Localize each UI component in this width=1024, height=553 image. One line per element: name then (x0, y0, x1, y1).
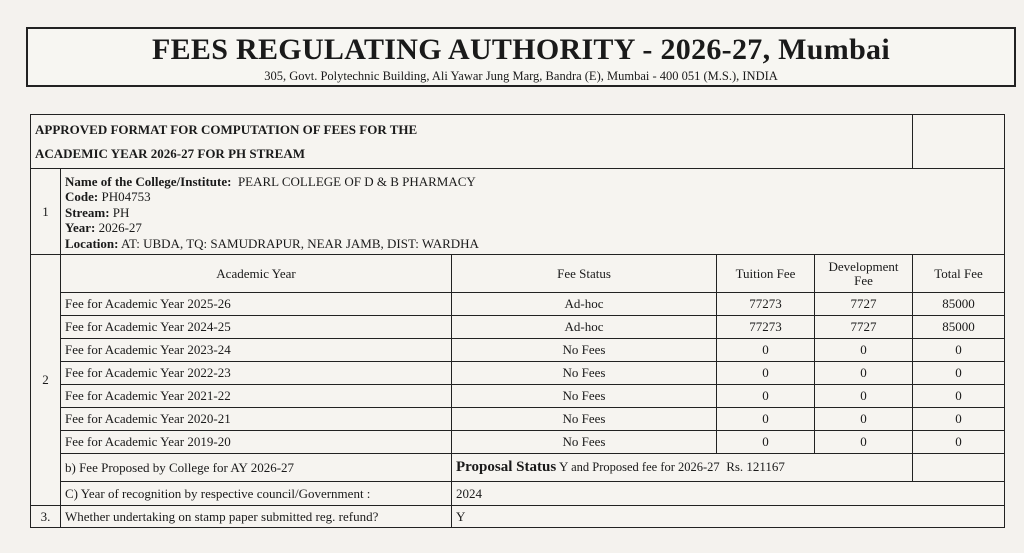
format-title-blank (913, 115, 1005, 169)
row-tuition: 0 (717, 362, 815, 385)
row-total: 0 (913, 408, 1005, 431)
code-label: Code: (65, 189, 99, 205)
row-status: Ad-hoc (452, 316, 717, 339)
row-year: Fee for Academic Year 2025-26 (61, 293, 452, 316)
proposed-fee-blank (913, 454, 1005, 482)
authority-title: FEES REGULATING AUTHORITY - 2026-27, Mumbai (152, 33, 890, 66)
table-row (31, 431, 1005, 454)
row-total: 85000 (913, 316, 1005, 339)
college-name: PEARL COLLEGE OF D & B PHARMACY (237, 173, 476, 189)
recognition-value: 2024 (452, 482, 1005, 506)
row-status: No Fees (452, 408, 717, 431)
row-year: Fee for Academic Year 2021-22 (61, 385, 452, 408)
row-year: Fee for Academic Year 2022-23 (61, 362, 452, 385)
row-tuition: 0 (717, 385, 815, 408)
table-row (31, 293, 1005, 316)
location-label: Location: (65, 235, 119, 251)
row-development: 0 (815, 339, 913, 362)
fee-computation-table (30, 114, 1005, 528)
row-total: 0 (913, 362, 1005, 385)
row-year: Fee for Academic Year 2024-25 (61, 316, 452, 339)
section3-index: 3. (31, 506, 61, 528)
row-development: 0 (815, 408, 913, 431)
college-code: PH04753 (101, 189, 151, 205)
year-value: 2026-27 (98, 220, 142, 236)
table-row (31, 316, 1005, 339)
row-development: 7727 (815, 316, 913, 339)
table-row (31, 385, 1005, 408)
row-year: Fee for Academic Year 2020-21 (61, 408, 452, 431)
row-status: No Fees (452, 362, 717, 385)
undertaking-label: Whether undertaking on stamp paper submitted reg. refund? (61, 506, 452, 528)
format-title-line2: ACADEMIC YEAR 2026-27 FOR PH STREAM (35, 145, 305, 161)
row-total: 0 (913, 339, 1005, 362)
location-value: AT: UBDA, TQ: SAMUDRAPUR, NEAR JAMB, DIST: WARDHA (121, 235, 479, 251)
row-status: No Fees (452, 339, 717, 362)
row-total: 0 (913, 431, 1005, 454)
proposed-fee-text: and Proposed fee for 2026-27 (571, 460, 720, 474)
proposal-status-cell (452, 454, 913, 482)
row-year: Fee for Academic Year 2023-24 (61, 339, 452, 362)
row-total: 85000 (913, 293, 1005, 316)
proposed-fee-amount: Rs. 121167 (726, 459, 785, 474)
col-fee-status: Fee Status (452, 255, 717, 293)
row-tuition: 0 (717, 431, 815, 454)
stream-label: Stream: (65, 204, 110, 220)
row-tuition: 0 (717, 339, 815, 362)
proposed-fee-label: b) Fee Proposed by College for AY 2026-27 (61, 454, 452, 482)
row-development: 7727 (815, 293, 913, 316)
year-label: Year: (65, 220, 96, 236)
row-tuition: 77273 (717, 316, 815, 339)
col-academic-year: Academic Year (61, 255, 452, 293)
authority-address: 305, Govt. Polytechnic Building, Ali Yawar Jung Marg, Bandra (E), Mumbai - 400 051 (M.S.), INDIA (264, 69, 778, 83)
table-row (31, 339, 1005, 362)
col-development-fee: Development Fee (815, 255, 913, 293)
recognition-label: C) Year of recognition by respective council/Government : (61, 482, 452, 506)
college-info (61, 169, 1005, 255)
row-development: 0 (815, 431, 913, 454)
proposal-status-value: Y (558, 459, 568, 474)
stream-value: PH (112, 204, 130, 220)
row-status: Ad-hoc (452, 293, 717, 316)
row-tuition: 0 (717, 408, 815, 431)
row-status: No Fees (452, 385, 717, 408)
table-row (31, 362, 1005, 385)
table-row (31, 408, 1005, 431)
row-development: 0 (815, 385, 913, 408)
col-total-fee: Total Fee (913, 255, 1005, 293)
row-status: No Fees (452, 431, 717, 454)
section2-index: 2 (31, 255, 61, 506)
col-tuition-fee: Tuition Fee (717, 255, 815, 293)
row-development: 0 (815, 362, 913, 385)
authority-header (26, 27, 1016, 87)
format-title-line1: APPROVED FORMAT FOR COMPUTATION OF FEES FOR THE (35, 121, 418, 137)
undertaking-value: Y (452, 506, 1005, 528)
row-year: Fee for Academic Year 2019-20 (61, 431, 452, 454)
row-total: 0 (913, 385, 1005, 408)
college-label: Name of the College/Institute: (65, 173, 232, 189)
proposal-status-label: Proposal Status (456, 459, 557, 475)
section1-index: 1 (31, 169, 61, 255)
row-tuition: 77273 (717, 293, 815, 316)
format-title (31, 115, 913, 169)
